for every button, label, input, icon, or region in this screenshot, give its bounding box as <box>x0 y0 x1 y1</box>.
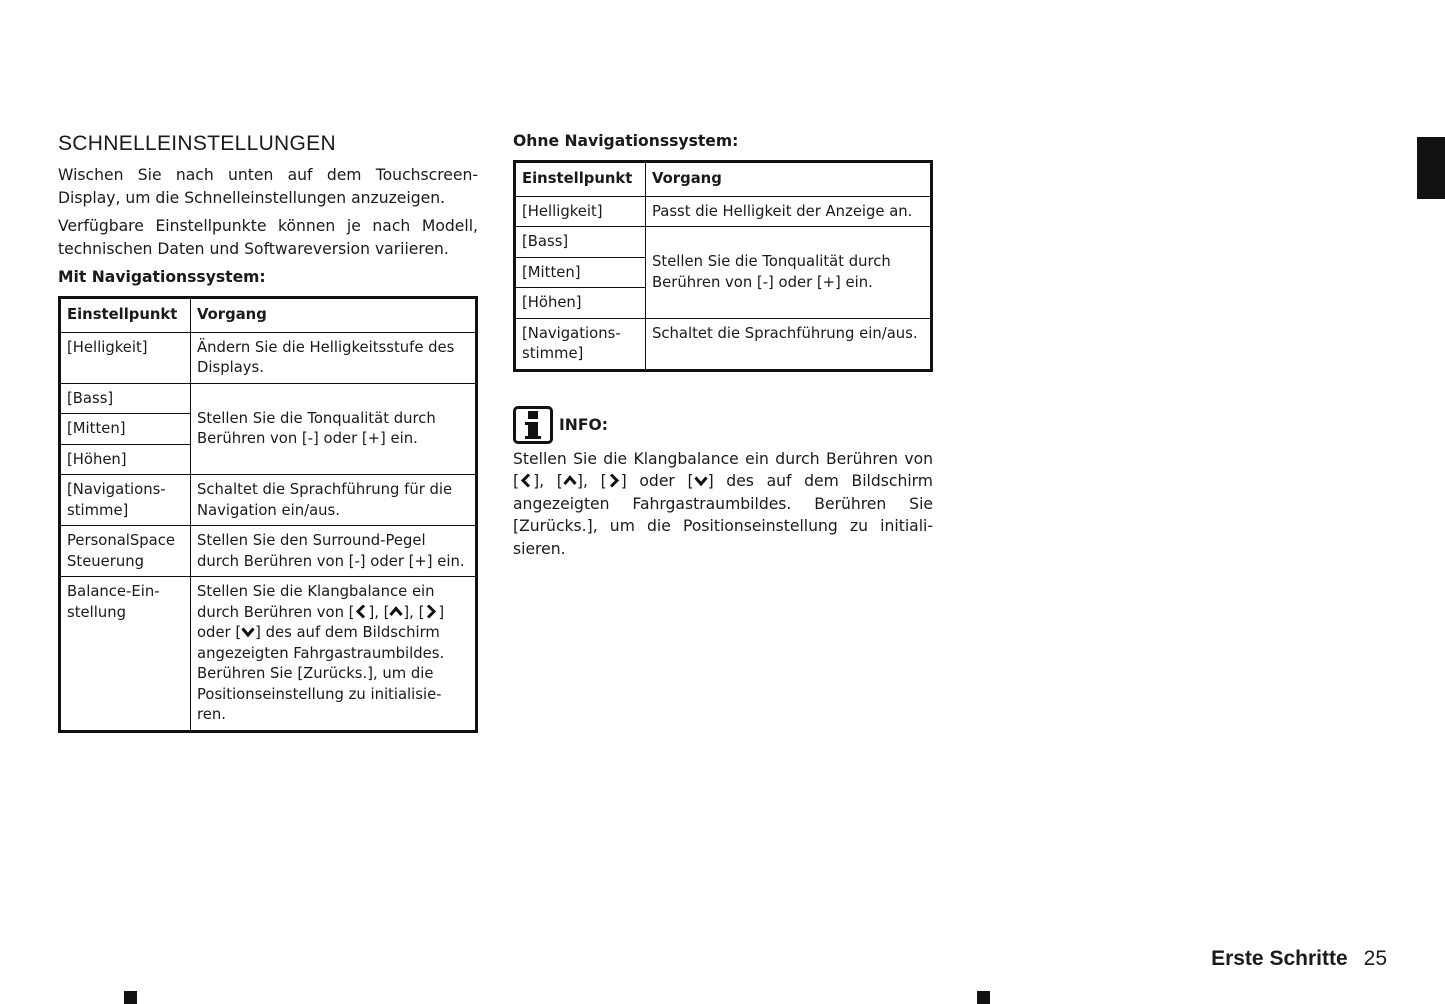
footer-section-title: Erste Schritte <box>1211 947 1348 970</box>
text-part: ] oder [ <box>197 603 445 641</box>
table-row <box>60 332 477 383</box>
arrow-down-icon <box>241 624 255 639</box>
without-navigation-subheading: Ohne Navigationssystem: <box>513 132 739 150</box>
page-footer <box>1211 947 1387 971</box>
header-action: Vorgang <box>191 298 477 333</box>
info-label: INFO: <box>559 415 608 434</box>
cell-action: Passt die Helligkeit der Anzeige an. <box>646 196 932 227</box>
cell-setting: [Höhen] <box>60 444 191 475</box>
settings-table-with-navigation <box>58 296 478 733</box>
intro-paragraph-1: Wischen Sie nach unten auf dem Touchscreen-Display, um die Schnelleinstellungen anzuzeigen. <box>58 166 478 207</box>
cell-action: Schaltet die Sprachführung für die Navigation ein/aus. <box>191 475 477 526</box>
table-row <box>60 475 477 526</box>
cell-setting: [Höhen] <box>515 288 646 319</box>
settings-table-without-navigation <box>513 160 933 372</box>
header-setting: Einstellpunkt <box>60 298 191 333</box>
text-part: ] des auf dem Bildschirm angezeigten Fahrgastraumbildes. Berühren Sie [Zurücks.], um die Positionseinstellung zu initialisie-ren. <box>197 624 445 723</box>
right-column <box>513 130 933 566</box>
text-part: ], [ <box>368 603 390 621</box>
table-row <box>515 196 932 227</box>
arrow-right-icon <box>607 473 621 488</box>
cell-action: Schaltet die Sprachführung ein/aus. <box>646 318 932 370</box>
header-setting: Einstellpunkt <box>515 162 646 197</box>
text-part: ], [ <box>403 603 425 621</box>
cell-action: Stellen Sie die Tonqualität durch Berühren von [-] oder [+] ein. <box>191 383 477 475</box>
page-number: 25 <box>1363 947 1387 970</box>
info-header <box>513 406 933 444</box>
with-navigation-subheading: Mit Navigationssystem: <box>58 268 266 286</box>
left-column <box>58 130 478 733</box>
cell-setting: [Navigations-stimme] <box>515 318 646 370</box>
cell-setting: [Mitten] <box>515 257 646 288</box>
text-part: Stellen Sie die Klangbalance ein durch Berühren von [ <box>197 583 435 621</box>
info-icon <box>513 406 553 444</box>
cell-setting: [Navigations-stimme] <box>60 475 191 526</box>
chapter-tab-marker <box>1417 137 1445 199</box>
cell-action <box>191 577 477 732</box>
section-heading: SCHNELLEINSTELLUNGEN <box>58 132 336 155</box>
table-row <box>60 383 477 414</box>
arrow-up-icon <box>389 604 403 619</box>
info-paragraph <box>513 448 933 561</box>
arrow-left-icon <box>354 604 368 619</box>
cell-action: Stellen Sie den Surround-Pegel durch Berühren von [-] oder [+] ein. <box>191 526 477 577</box>
cell-setting: Balance-Ein-stellung <box>60 577 191 732</box>
header-action: Vorgang <box>646 162 932 197</box>
cell-setting: [Bass] <box>515 227 646 258</box>
cell-setting: [Helligkeit] <box>60 332 191 383</box>
text-part: Stellen Sie die Klangbalance ein durch Berühren von [ <box>513 449 933 490</box>
cell-setting: PersonalSpace Steuerung <box>60 526 191 577</box>
text-part: ], [ <box>533 472 563 490</box>
cell-action: Ändern Sie die Helligkeitsstufe des Displays. <box>191 332 477 383</box>
text-part: ] oder [ <box>620 472 694 490</box>
table-header-row <box>515 162 932 197</box>
table-row <box>60 526 477 577</box>
arrow-up-icon <box>563 473 577 488</box>
table-row <box>515 227 932 258</box>
crop-mark-left <box>124 991 137 1004</box>
text-part: ], [ <box>576 472 607 490</box>
intro-paragraph-2: Verfügbare Einstellpunkte können je nach Modell, technischen Daten und Softwareversion variieren. <box>58 217 478 258</box>
arrow-down-icon <box>694 473 708 488</box>
table-row <box>60 577 477 732</box>
arrow-right-icon <box>424 604 438 619</box>
table-row <box>515 318 932 370</box>
arrow-left-icon <box>519 473 533 488</box>
table-header-row <box>60 298 477 333</box>
cell-setting: [Helligkeit] <box>515 196 646 227</box>
cell-setting: [Mitten] <box>60 414 191 445</box>
text-part: ] des auf dem Bildschirm angezeigten Fahrgastraumbildes. Berühren Sie [Zurücks.], um die Positionseinstellung zu initiali-sieren. <box>513 472 933 558</box>
cell-setting: [Bass] <box>60 383 191 414</box>
crop-mark-right <box>977 991 990 1004</box>
cell-action: Stellen Sie die Tonqualität durch Berühren von [-] oder [+] ein. <box>646 227 932 319</box>
